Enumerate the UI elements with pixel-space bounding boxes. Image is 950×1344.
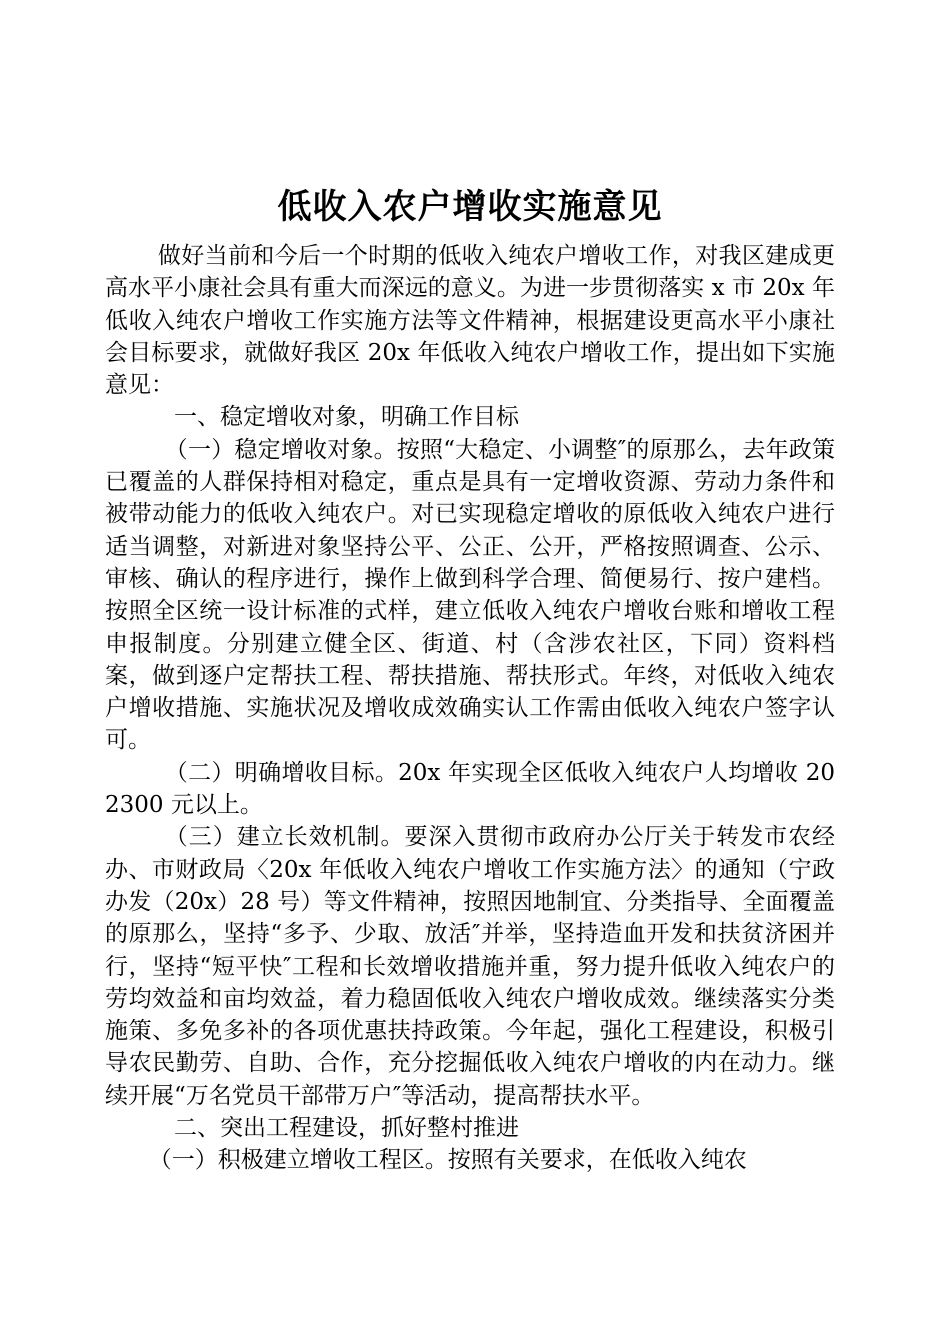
subsection-1-1-paragraph: （一）稳定增收对象。按照“大稳定、小调整″的原那么，去年政策已覆盖的人群保持相对稳定，重点是具有一定增收资源、劳动力条件和被带动能力的低收入纯农户。对已实现稳定增收的原低收入纯农户进行适当调整，对新进对象坚持公平、公正、公开，严格按照调查、公示、审核、确认的程序进行，操作上做到科学合理、简便易行、按户建档。按照全区统一设计标准的式样，建立低收入纯农户增收台账和增收工程申报制度。分别建立健全区、街道、村（含涉农社区，下同）资料档案，做到逐户定帮扶工程、帮扶措施、帮扶形式。年终，对低收入纯农户增收措施、实施状况及增收成效确实认工作需由低收入纯农户签字认可。	[105, 436, 835, 754]
intro-paragraph: 做好当前和今后一个时期的低收入纯农户增收工作，对我区建成更高水平小康社会具有重大而深远的意义。为进一步贯彻落实 x 市 20x 年低收入纯农户增收工作实施方法等文件精神，根据建设更高水平小康社会目标要求，就做好我区 20x 年低收入纯农户增收工作，提出如下实施意见：	[105, 243, 836, 399]
section-heading-1: 一、稳定增收对象，明确工作目标	[174, 404, 519, 431]
document-title: 低收入农户增收实施意见	[277, 187, 663, 227]
section-heading-2: 二、突出工程建设，抓好整村推进	[174, 1115, 519, 1142]
subsection-1-3-paragraph: （三）建立长效机制。要深入贯彻市政府办公厅关于转发市农经办、市财政局〈20x 年低收入纯农户增收工作实施方法〉的通知（宁政办发（20x）28 号）等文件精神，按照因地制宜、分类指导、全面覆盖的原那么，坚持“多予、少取、放活″并举，坚持造血开发和扶贫济困并行，坚持“短平快″工程和长效增收措施并重，努力提升低收入纯农户的劳均效益和亩均效益，着力稳固低收入纯农户增收成效。继续落实分类施策、多免多补的各项优惠扶持政策。今年起，强化工程建设，积极引导农民勤劳、自助、合作，充分挖掘低收入纯农户增收的内在动力。继续开展“万名党员干部带万户″等活动，提高帮扶水平。	[105, 824, 835, 1109]
subsection-1-2-paragraph: （二）明确增收目标。20x 年实现全区低收入纯农户人均增收 202300 元以上。	[105, 759, 835, 819]
subsection-2-1-paragraph: （一）积极建立增收工程区。按照有关要求，在低收入纯农	[148, 1147, 747, 1174]
document-page	[105, 180, 835, 1177]
